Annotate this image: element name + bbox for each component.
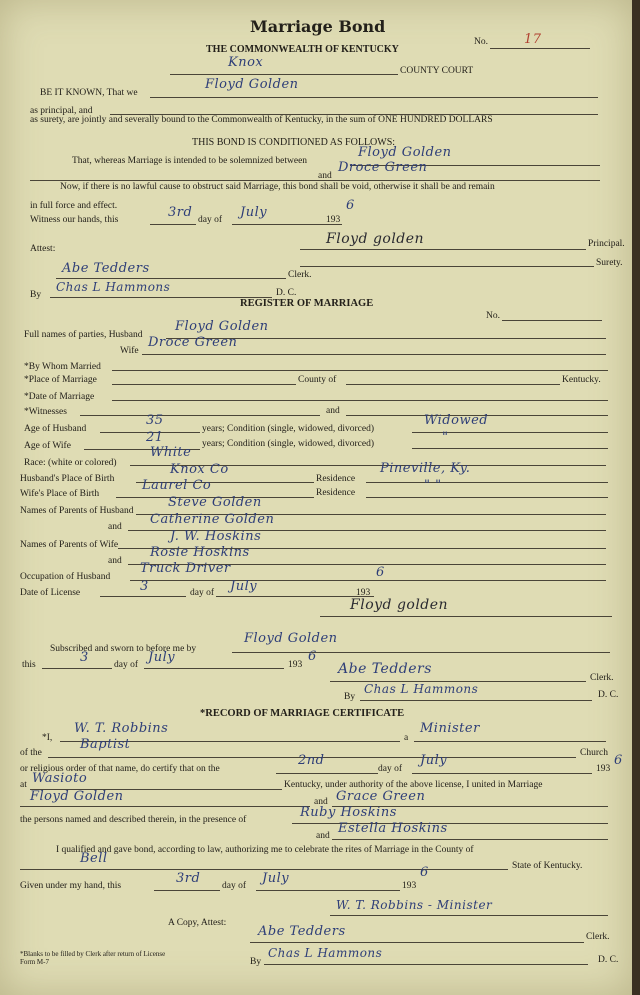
- day-of-label: day of: [198, 215, 223, 225]
- register-wife-name: Droce Green: [148, 335, 238, 350]
- subscribed-name: Floyd Golden: [244, 631, 338, 646]
- parent-wife-2: Rosie Hoskins: [150, 545, 250, 560]
- surety-label: Surety.: [596, 258, 623, 268]
- kentucky-label: Kentucky.: [562, 375, 601, 385]
- date-of-marriage-label: *Date of Marriage: [24, 392, 95, 402]
- occupation-label: Occupation of Husband: [20, 572, 111, 582]
- age-husband-label: Age of Husband: [24, 424, 87, 434]
- attest-label: Attest:: [30, 244, 56, 254]
- wife-residence-value: " ": [424, 478, 442, 493]
- register-husband-name: Floyd Golden: [175, 319, 269, 334]
- cert-clerk-signature: Abe Tedders: [258, 924, 346, 939]
- cert-title: Minister: [420, 721, 480, 736]
- wife-residence-label: Residence: [316, 488, 356, 498]
- cert-witness-2: Estella Hoskins: [338, 821, 448, 836]
- parent-husband-2: Catherine Golden: [150, 512, 275, 527]
- cert-given: Given under my hand, this: [20, 881, 122, 891]
- cert-i-label: *I,: [42, 733, 53, 743]
- occupation-value: Truck Driver: [140, 561, 231, 576]
- copy-attest: A Copy, Attest:: [168, 918, 227, 928]
- parent-husband-1: Steve Golden: [168, 495, 262, 510]
- conditioned-heading: THIS BOND IS CONDITIONED AS FOLLOWS:: [192, 137, 396, 148]
- bond-bride-name: Droce Green: [338, 160, 428, 175]
- witness-text: Witness our hands, this: [30, 215, 119, 225]
- cert-dc-signature: Chas L Hammons: [268, 946, 383, 960]
- cert-by-label: By: [250, 957, 262, 967]
- license-year-prefix: 193: [356, 588, 371, 598]
- sub-this-label: this: [22, 660, 36, 670]
- county-court-label: COUNTY COURT: [400, 66, 474, 76]
- county-of-label: County of: [298, 375, 337, 385]
- condition-wife-value: ": [442, 430, 449, 445]
- sub-year-prefix: 193: [288, 660, 303, 670]
- document-title: Marriage Bond: [250, 17, 386, 36]
- cert-qualified: I qualified and gave bond, according to law, authorizing me to celebrate the rites of Marriage in the County of: [56, 845, 474, 855]
- cert-groom: Floyd Golden: [30, 789, 124, 804]
- cert-and: and: [314, 797, 328, 807]
- parents-wife-and: and: [108, 556, 122, 566]
- cert-county: Bell: [80, 851, 108, 866]
- cert-of-the: of the: [20, 748, 42, 758]
- husband-residence-label: Residence: [316, 474, 356, 484]
- cert-church: Baptist: [80, 737, 131, 752]
- be-it-known: BE IT KNOWN, That we: [40, 88, 138, 98]
- bond-principal-name: Floyd Golden: [205, 77, 299, 92]
- register-heading: REGISTER OF MARRIAGE: [240, 298, 374, 309]
- register-clerk-label: Clerk.: [590, 673, 614, 683]
- principal-signature: Floyd golden: [326, 231, 425, 247]
- bond-number-value: 17: [524, 32, 542, 47]
- age-wife-value: 21: [146, 430, 164, 445]
- age-wife-label: Age of Wife: [24, 441, 71, 451]
- bond-day: 3rd: [168, 205, 193, 220]
- years-condition-husband: years; Condition (single, widowed, divorced): [202, 424, 375, 434]
- sub-month: July: [148, 650, 176, 665]
- footnote-line-1: *Blanks to be filled by Clerk after return of License: [20, 950, 166, 958]
- cert-a-label: a: [404, 733, 409, 743]
- parents-husband-label: Names of Parents of Husband: [20, 506, 134, 516]
- bond-month: July: [240, 205, 268, 220]
- sub-year: 6: [308, 649, 317, 664]
- cert-witness-and: and: [316, 831, 330, 841]
- cert-minister-name: W. T. Robbins: [74, 721, 169, 736]
- cert-given-day: 3rd: [176, 871, 201, 886]
- husband-birth-value: Knox Co: [170, 462, 229, 477]
- witnesses-and: and: [326, 406, 340, 416]
- wife-birth-label: Wife's Place of Birth: [20, 489, 100, 499]
- register-clerk-signature: Abe Tedders: [338, 661, 432, 677]
- husband-signature: Floyd golden: [350, 597, 449, 613]
- cert-given-day-of: day of: [222, 881, 247, 891]
- whereas-text: That, whereas Marriage is intended to be solemnized between: [72, 156, 308, 166]
- bond-year: 6: [346, 198, 355, 213]
- register-dc-label: D. C.: [598, 690, 619, 700]
- place-label: *Place of Marriage: [24, 375, 97, 385]
- cert-given-year-prefix: 193: [402, 881, 417, 891]
- cert-witness-1: Ruby Hoskins: [300, 805, 397, 820]
- bond-dc-label: D. C.: [276, 288, 297, 298]
- parent-wife-1: J. W. Hoskins: [170, 529, 262, 544]
- minister-signature: W. T. Robbins - Minister: [336, 898, 493, 912]
- as-principal: as principal, and: [30, 106, 93, 116]
- page-edge: [632, 0, 640, 995]
- license-day-of: day of: [190, 588, 215, 598]
- cert-dc-label: D. C.: [598, 955, 619, 965]
- by-whom-label: *By Whom Married: [24, 362, 101, 372]
- bond-by-label: By: [30, 290, 42, 300]
- cert-church-label: Church: [580, 748, 608, 758]
- condition-husband-value: Widowed: [424, 413, 489, 428]
- husband-birth-label: Husband's Place of Birth: [20, 474, 115, 484]
- cert-religious: or religious order of that name, do certify that on the: [20, 764, 220, 774]
- license-year: 6: [376, 565, 385, 580]
- register-no-label: No.: [486, 311, 500, 321]
- cert-given-month: July: [262, 871, 290, 886]
- cert-kentucky-under: Kentucky, under authority of the above license, I united in Marriage: [284, 780, 543, 790]
- footnote-line-2: Form M-7: [20, 958, 49, 966]
- now-if-text: Now, if there is no lawful cause to obstruct said Marriage, this bond shall be void, otherwise it shall be and remain: [60, 182, 495, 192]
- bond-year-prefix: 193: [326, 215, 341, 225]
- cert-persons: the persons named and described therein, in the presence of: [20, 815, 247, 825]
- bond-dc-signature: Chas L Hammons: [56, 280, 171, 294]
- full-names-label: Full names of parties, Husband: [24, 330, 143, 340]
- commonwealth-heading: THE COMMONWEALTH OF KENTUCKY: [206, 44, 399, 55]
- race-label: Race: (white or colored): [24, 458, 117, 468]
- bond-number-label: No.: [474, 37, 488, 47]
- cert-bride: Grace Green: [336, 789, 426, 804]
- parents-wife-label: Names of Parents of Wife: [20, 540, 119, 550]
- age-husband-value: 35: [146, 413, 164, 428]
- parents-husband-and: and: [108, 522, 122, 532]
- cert-year: 6: [614, 753, 623, 768]
- wife-label: Wife: [120, 346, 139, 356]
- wife-birth-value: Laurel Co: [142, 478, 212, 493]
- cert-given-year: 6: [420, 865, 429, 880]
- husband-residence-value: Pineville, Ky.: [380, 461, 471, 476]
- register-by-label: By: [344, 692, 356, 702]
- cert-year-prefix: 193: [596, 764, 611, 774]
- cert-state: State of Kentucky.: [512, 861, 583, 871]
- bond-groom-name: Floyd Golden: [358, 145, 452, 160]
- license-month: July: [230, 579, 258, 594]
- surety-text: as surety, are jointly and severally bound to the Commonwealth of Kentucky, in the sum of ONE HUNDRED DOLLARS: [30, 115, 493, 125]
- subscribed-label: Subscribed and sworn to before me by: [50, 644, 197, 654]
- sub-day-of: day of: [114, 660, 139, 670]
- license-day: 3: [140, 579, 149, 594]
- date-license-label: Date of License: [20, 588, 81, 598]
- cert-at: at: [20, 780, 27, 790]
- in-full-force: in full force and effect.: [30, 201, 118, 211]
- years-condition-wife: years; Condition (single, widowed, divorced): [202, 439, 375, 449]
- register-dc-signature: Chas L Hammons: [364, 682, 479, 696]
- bond-clerk-label: Clerk.: [288, 270, 312, 280]
- race-value: White: [150, 445, 192, 460]
- cert-day-of: day of: [378, 764, 403, 774]
- witnesses-label: *Witnesses: [24, 407, 67, 417]
- bond-county: Knox: [228, 55, 264, 70]
- principal-label: Principal.: [588, 239, 625, 249]
- cert-clerk-label: Clerk.: [586, 932, 610, 942]
- cert-day: 2nd: [298, 753, 325, 768]
- sub-day: 3: [80, 650, 89, 665]
- cert-place: Wasioto: [32, 771, 88, 786]
- bond-clerk-signature: Abe Tedders: [62, 261, 150, 276]
- cert-month: July: [420, 753, 448, 768]
- certificate-heading: *RECORD OF MARRIAGE CERTIFICATE: [200, 708, 405, 719]
- and-label: and: [318, 171, 332, 181]
